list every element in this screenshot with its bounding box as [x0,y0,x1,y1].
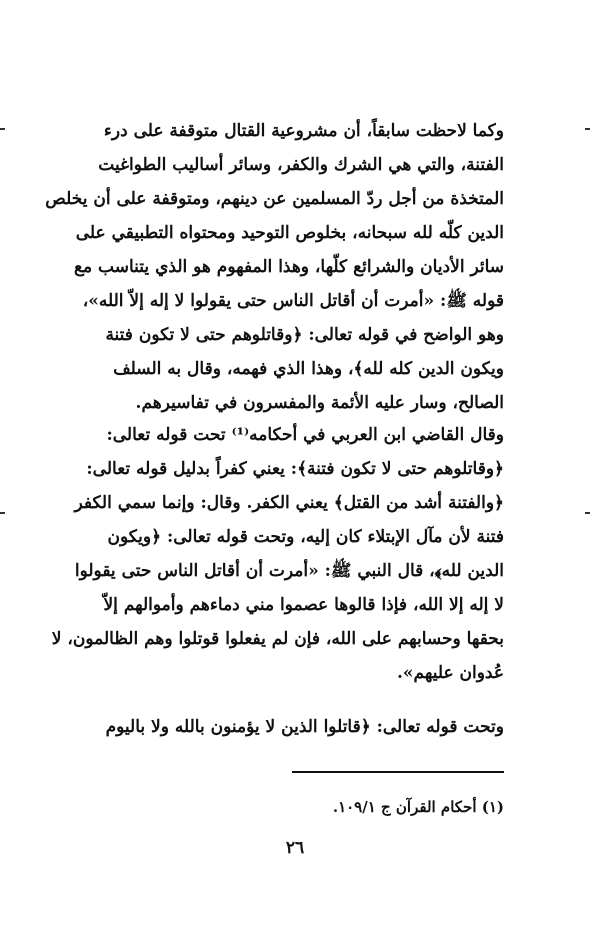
footnote: (١) أحكام القرآن ج ١٠٩/١. [332,798,504,816]
text-line: وكما لاحظت سابقاً، أن مشروعية القتال متوقفة على درء [103,121,504,141]
paragraph-1 [45,114,504,420]
text-line: قوله ﷺ: «أمرت أن أقاتل الناس حتى يقولوا لا إله إلاّ الله»، [82,291,504,311]
text-line: الفتنة، والتي هي الشرك والكفر، وسائر أساليب الطواغيت [98,155,504,175]
text-line: لا إله إلا الله، فإذا قالوها عصموا مني دماءهم وأموالهم إلاّ [103,595,504,615]
text-line: ويكون الدين كله لله﴾، وهذا الذي فهمه، وقال به السلف [113,359,504,379]
text-line: وتحت قوله تعالى: ﴿قاتلوا الذين لا يؤمنون بالله ولا باليوم [105,717,504,737]
page-number: ٢٦ [285,838,305,858]
paragraph-3 [96,710,504,744]
text-line: بحقها وحسابهم على الله، فإن لم يفعلوا قوتلوا وهم الظالمون، لا [51,629,504,649]
text-line: عُدوان عليهم». [397,663,504,683]
text-line: الصالح، وسار عليه الأئمة والمفسرون في تفاسيرهم. [135,393,504,413]
text-line: الدين لله﴾، قال النبي ﷺ: «أمرت أن أقاتل الناس حتى يقولوا [74,561,504,581]
scan-margin-mark [0,512,5,514]
paragraph-2 [51,418,504,690]
scan-margin-mark [585,128,590,130]
scan-margin-mark [585,512,590,514]
text-line: الدين كلّه لله سبحانه، بخلوص التوحيد ومحتواه التطبيقي على [75,223,504,243]
scan-margin-mark [0,128,5,130]
footnote-separator [292,771,504,773]
text-line: ﴿والفتنة أشد من القتل﴾ يعني الكفر. وقال: وإنما سمي الكفر [74,493,504,513]
text-line: سائر الأديان والشرائع كلّها، وهذا المفهوم هو الذي يتناسب مع [73,257,504,277]
text-line: المتخذة من أجل ردّ المسلمين عن دينهم، ومتوقفة على أن يخلص [45,189,504,209]
text-line: ﴿وقاتلوهم حتى لا تكون فتنة﴾: يعني كفراً بدليل قوله تعالى: [86,459,504,479]
text-line: وقال القاضي ابن العربي في أحكامه⁽¹⁾ تحت قوله تعالى: [106,425,504,445]
text-line: فتنة لأن مآل الإبتلاء كان إليه، وتحت قوله تعالى: ﴿ويكون [107,527,504,547]
text-line: وهو الواضح في قوله تعالى: ﴿وقاتلوهم حتى لا تكون فتنة [105,325,504,345]
